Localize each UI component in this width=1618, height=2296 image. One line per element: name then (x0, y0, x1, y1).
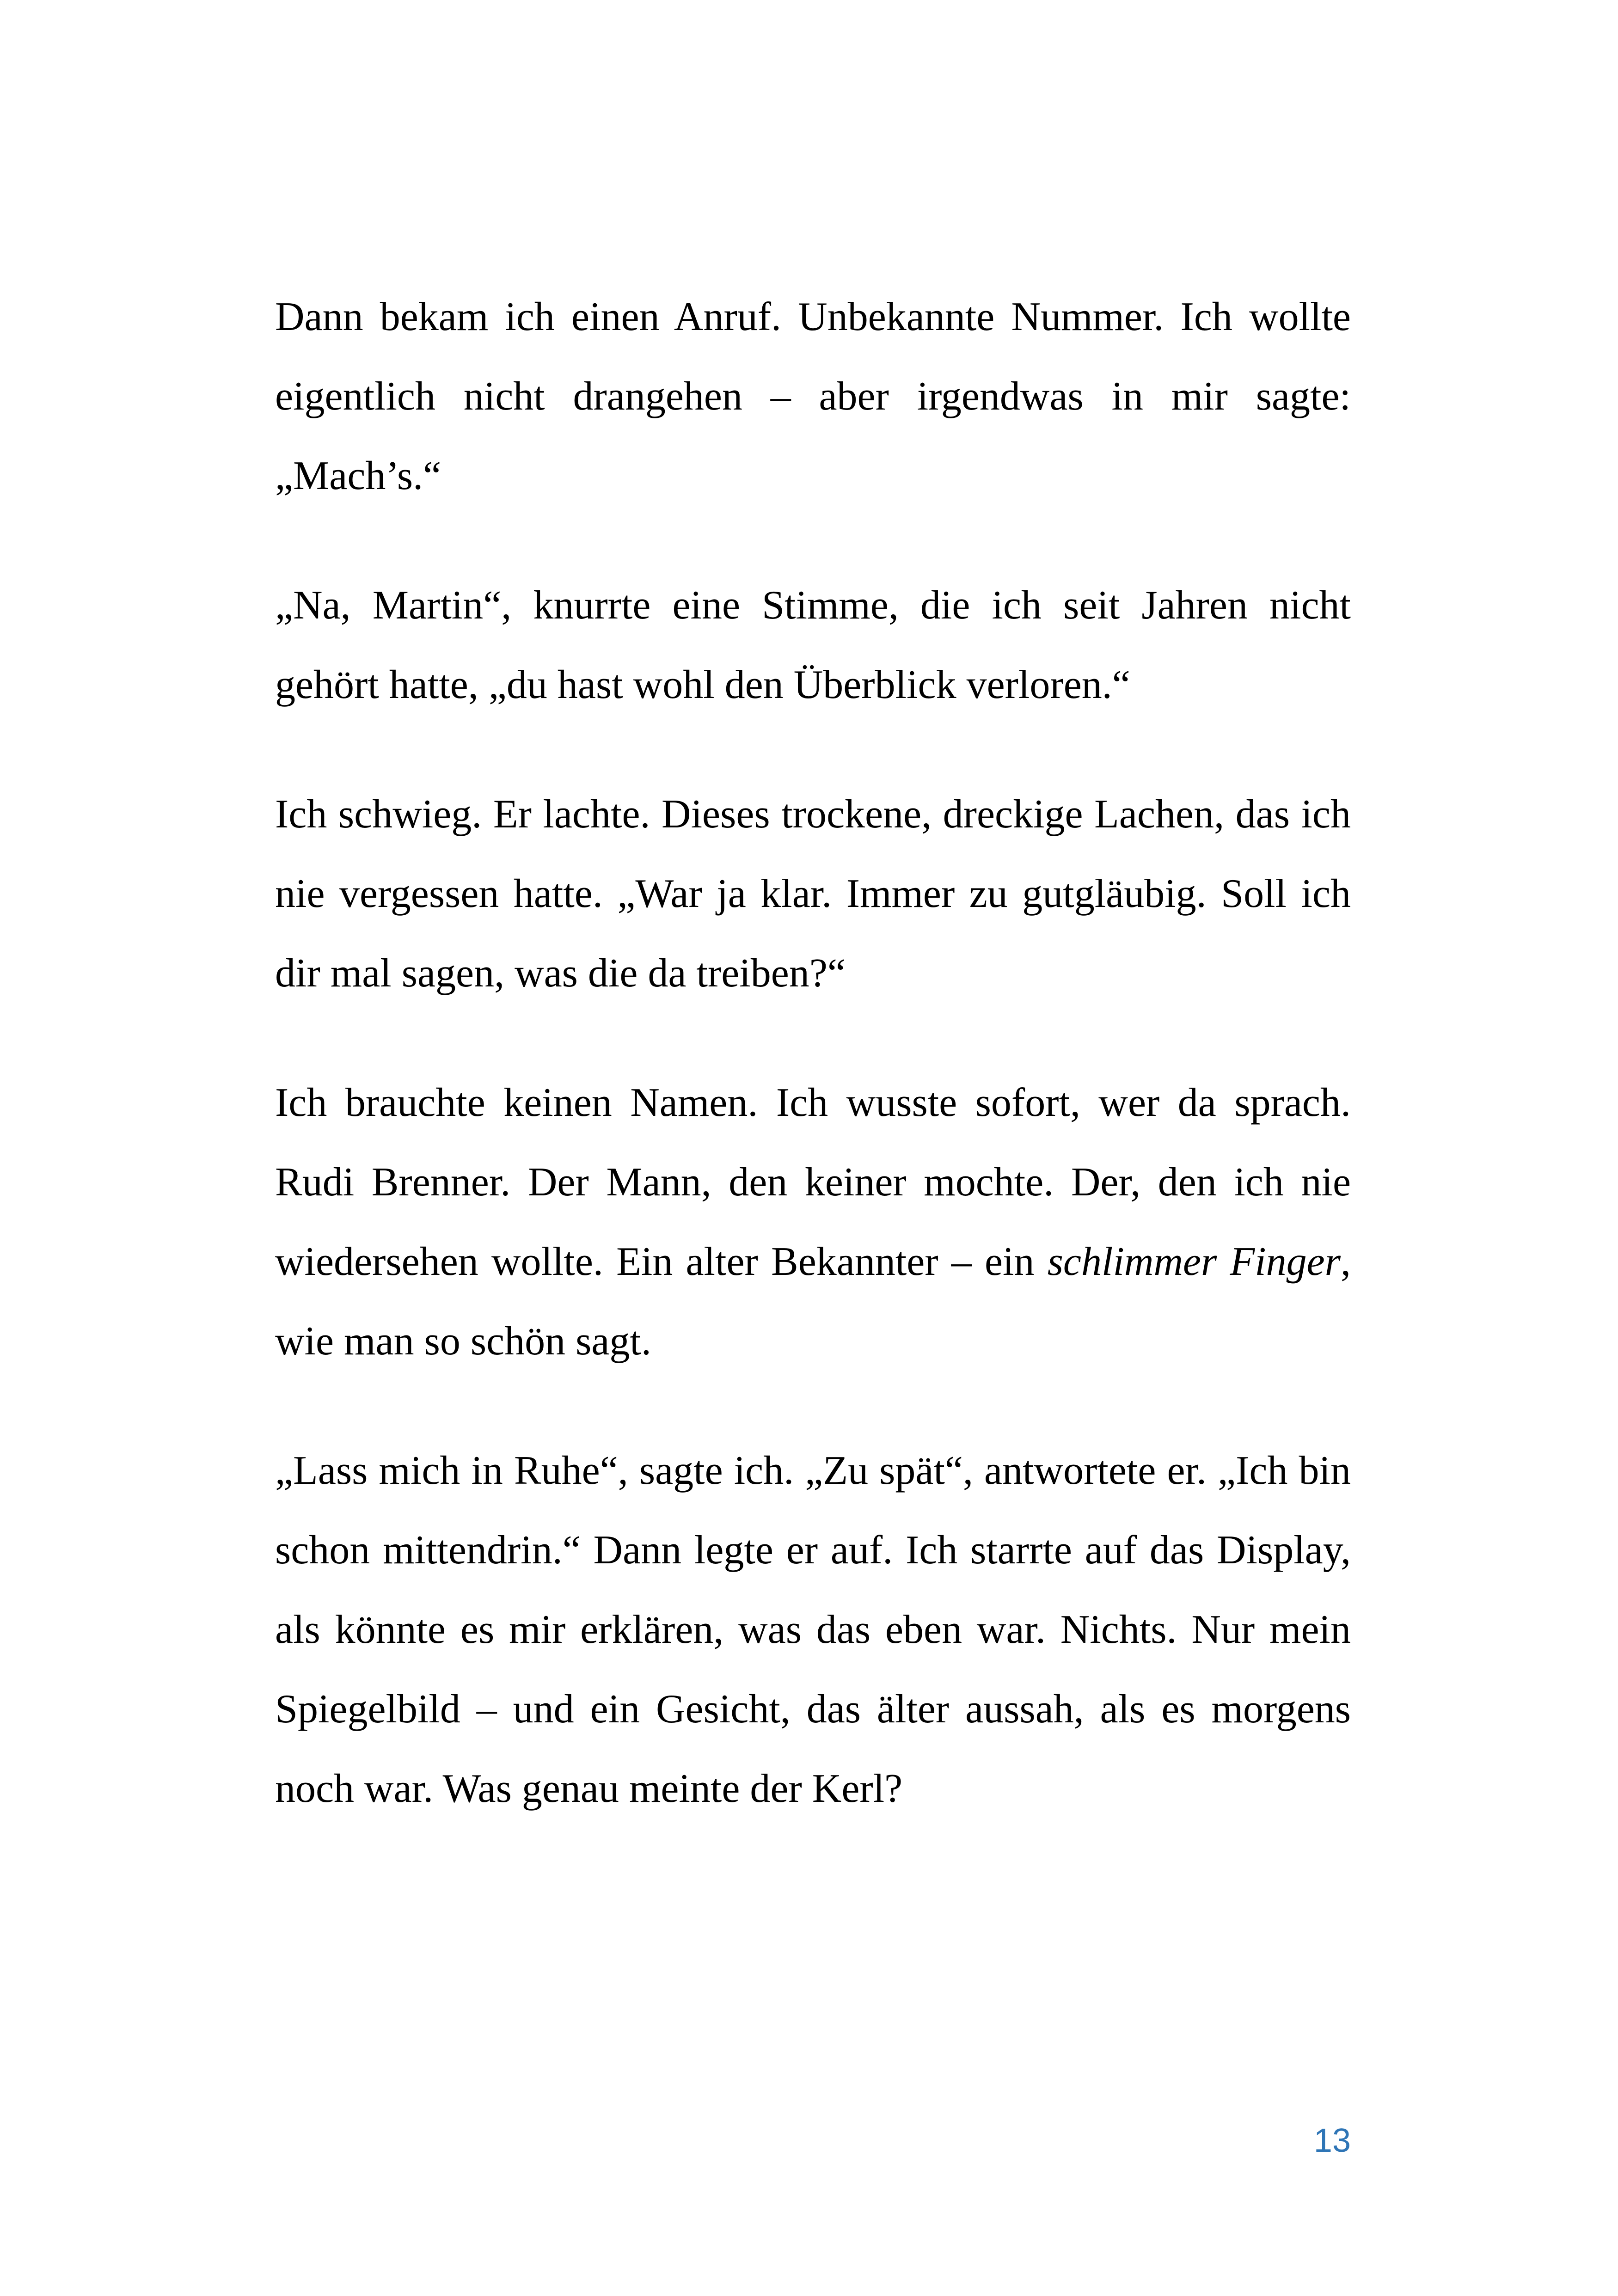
body-text-block (275, 277, 1351, 1829)
paragraph-4-text-italic: schlimmer Finger (1047, 1239, 1341, 1284)
paragraph-3-text: Ich schwieg. Er lachte. Dieses trockene, dreckige Lachen, das ich nie vergessen hatte. „War ja klar. Immer zu gutgläubig. Soll ich dir mal sagen, was die da treiben?“ (275, 792, 1351, 996)
paragraph-4 (275, 1063, 1351, 1381)
paragraph-2 (275, 566, 1351, 725)
paragraph-2-text: „Na, Martin“, knurrte eine Stimme, die ich seit Jahren nicht gehört hatte, „du hast wohl den Überblick verloren.“ (275, 583, 1351, 707)
page-footer (275, 2124, 1351, 2157)
paragraph-3 (275, 775, 1351, 1013)
paragraph-4-text-tail: , wie man so schön sagt. (275, 1239, 1351, 1364)
paragraph-5 (275, 1431, 1351, 1829)
paragraph-4-text-lead: Ich brauchte keinen Namen. Ich wusste sofort, wer da sprach. Rudi Brenner. Der Mann, den keiner mochte. Der, den ich nie wiedersehen wollte. Ein alter Bekannter – ein (275, 1080, 1351, 1284)
paragraph-5-text: „Lass mich in Ruhe“, sagte ich. „Zu spät“, antwortete er. „Ich bin schon mittendrin.“ Dann legte er auf. Ich starrte auf das Display, als könnte es mir erklären, was das eben war. Nichts. Nur mein Spiegelbild – und ein Gesicht, das älter aussah, als es morgens noch war. Was genau meinte der Kerl? (275, 1448, 1351, 1811)
paragraph-1-text: Dann bekam ich einen Anruf. Unbekannte Nummer. Ich wollte eigentlich nicht drangehen – aber irgendwas in mir sagte: „Mach’s.“ (275, 294, 1351, 498)
paragraph-1 (275, 277, 1351, 516)
page-number: 13 (1313, 2122, 1351, 2159)
